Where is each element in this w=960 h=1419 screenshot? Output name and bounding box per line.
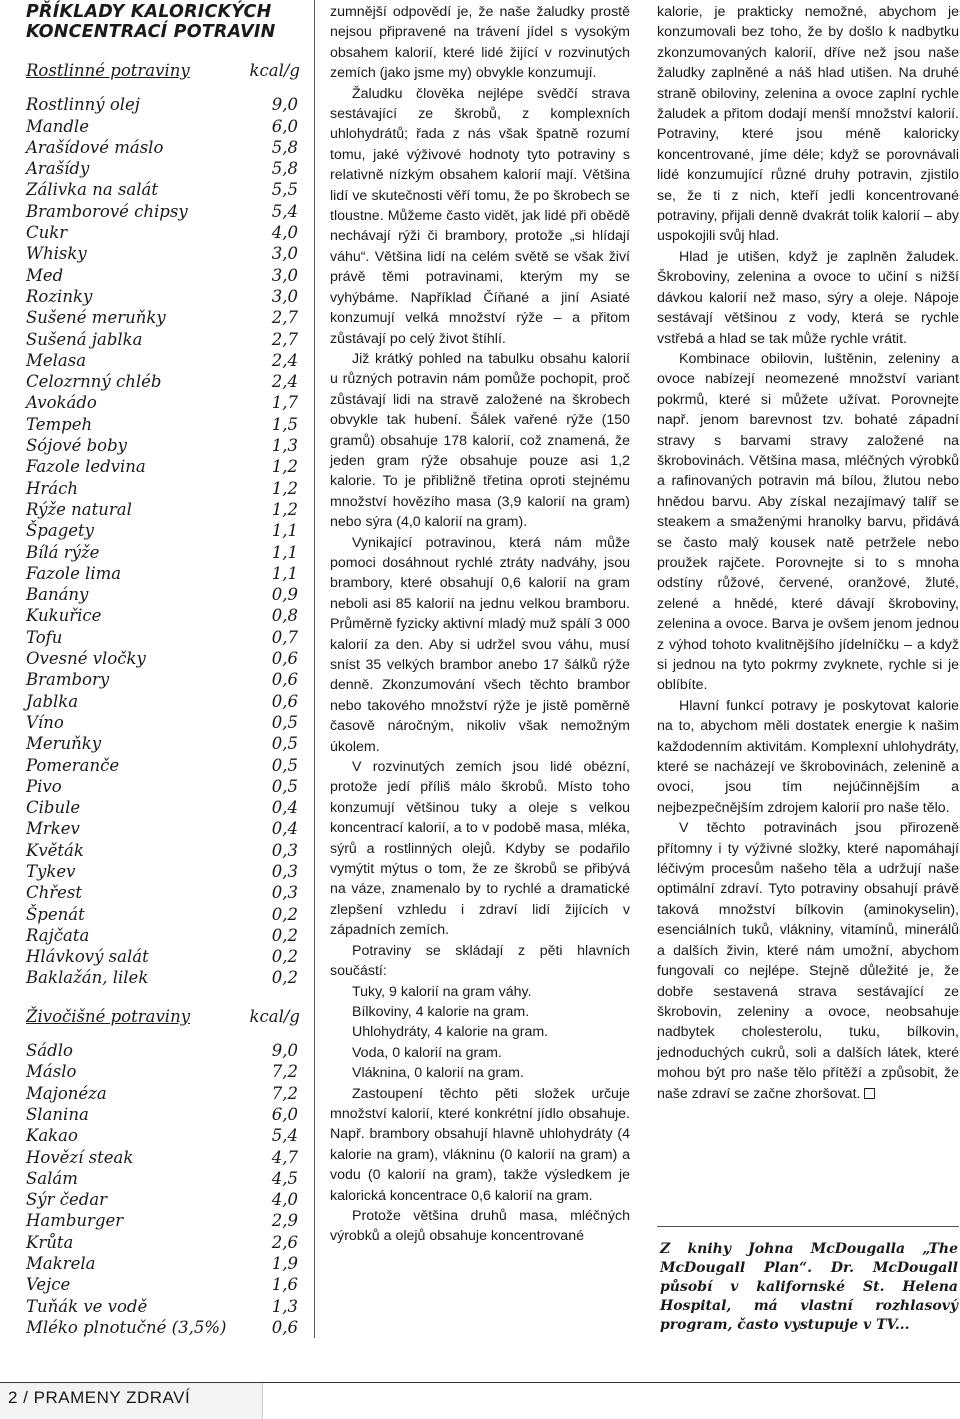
kcal-value: 1,2 <box>271 499 298 519</box>
food-name: Bramborové chipsy <box>26 201 188 221</box>
table-row <box>26 1061 300 1082</box>
paragraph-text: Potraviny se skládají z pěti hlavních součástí: <box>330 942 630 980</box>
food-name: Makrela <box>26 1254 96 1274</box>
table-row <box>26 456 300 477</box>
table-row <box>26 861 300 882</box>
table-row <box>26 265 300 286</box>
credit-divider <box>657 1226 959 1227</box>
kcal-value: 1,5 <box>271 414 298 434</box>
kcal-value: 0,8 <box>271 606 298 626</box>
plant-rows <box>26 94 300 988</box>
page-footer: 2 / PRAMENY ZDRAVÍ <box>8 1388 191 1407</box>
kcal-value: 4,7 <box>271 1147 298 1167</box>
kcal-value: 9,0 <box>271 95 298 115</box>
table-row <box>26 350 300 371</box>
kcal-value: 4,0 <box>271 1190 298 1210</box>
food-name: Hlávkový salát <box>26 947 149 967</box>
food-name: Kukuřice <box>26 606 102 626</box>
food-name: Vejce <box>26 1275 71 1295</box>
paragraph <box>330 2 630 84</box>
kcal-value: 7,2 <box>271 1083 298 1103</box>
food-name: Tuňák ve vodě <box>26 1296 148 1316</box>
food-name: Květák <box>26 840 84 860</box>
animal-heading: Živočišné potraviny <box>26 1006 191 1026</box>
food-name: Banány <box>26 585 89 605</box>
table-title-line-2: KONCENTRACÍ POTRAVIN <box>26 22 276 42</box>
table-row <box>26 371 300 392</box>
food-name: Tykev <box>26 861 76 881</box>
kcal-value: 5,8 <box>271 137 298 157</box>
animal-section-header <box>26 1006 300 1027</box>
kcal-value: 1,3 <box>271 436 298 456</box>
kcal-value: 1,1 <box>271 542 298 562</box>
kcal-value: 2,6 <box>271 1232 298 1252</box>
table-row <box>26 563 300 584</box>
paragraph <box>330 533 630 757</box>
list-item <box>330 982 630 1002</box>
food-name: Fazole ledvina <box>26 457 146 477</box>
table-row <box>26 158 300 179</box>
table-row <box>26 222 300 243</box>
paragraph <box>657 247 959 349</box>
food-name: Cukr <box>26 223 68 243</box>
food-name: Slanina <box>26 1104 89 1124</box>
food-name: Med <box>26 265 64 285</box>
food-name: Fazole lima <box>26 563 122 583</box>
table-row <box>26 776 300 797</box>
table-row <box>26 307 300 328</box>
paragraph <box>657 696 959 818</box>
food-name: Hamburger <box>26 1211 124 1231</box>
table-row <box>26 392 300 413</box>
kcal-value: 0,4 <box>271 798 298 818</box>
food-name: Sušené meruňky <box>26 308 166 328</box>
kcal-value: 5,4 <box>271 1126 298 1146</box>
kcal-value: 1,2 <box>271 478 298 498</box>
kcal-value: 1,1 <box>271 563 298 583</box>
kcal-value: 1,7 <box>271 393 298 413</box>
kcal-value: 5,5 <box>271 180 298 200</box>
paragraph-text: Žaludku člověka nejlépe svědčí strava sestávající ze škrobů, z komplexních uhlohydrátů; řada z nás však špatně rozumí tomu, jaké výživové hodnoty tyto potraviny s relativně nízkým obsahem kalorií mají. Většina lidí ve skutečnosti věří tomu, že po škrobech se tloustne. Můžeme často vidět, jak lidé při obědě nechávají rýži či brambory, protože „si hlídají váhu“. Většina lidí na celém světě se však živí právě těmi potravinami, kterým my se vyhýbáme. Například Číňané a jiní Asiaté konzumují velká množství rýže – a přitom zůstávají po celý život štíhlí. <box>330 85 630 347</box>
food-name: Sušená jablka <box>26 329 143 349</box>
list-item <box>330 1022 630 1042</box>
kcal-value: 0,2 <box>271 904 298 924</box>
kcal-value: 0,2 <box>271 968 298 988</box>
food-name: Bílá rýže <box>26 542 100 562</box>
table-row <box>26 712 300 733</box>
author-credit: Z knihy Johna McDougalla „The McDougall Plan“. Dr. McDougall působí v kalifornské St. Helena Hospital, má vlastní rozhlasový program, často vystupuje v TV... <box>660 1241 958 1333</box>
kcal-value: 4,0 <box>271 223 298 243</box>
table-row <box>26 179 300 200</box>
kcal-value: 0,2 <box>271 925 298 945</box>
list-item <box>330 1043 630 1063</box>
food-name: Melasa <box>26 350 87 370</box>
table-row <box>26 946 300 967</box>
table-row <box>26 797 300 818</box>
calorie-table <box>26 2 300 1338</box>
table-row <box>26 286 300 307</box>
kcal-value: 7,2 <box>271 1062 298 1082</box>
food-name: Rostlinný olej <box>26 95 140 115</box>
plant-section-header <box>26 60 300 81</box>
food-name: Brambory <box>26 670 110 690</box>
paragraph-text: zumnější odpovědí je, že naše žaludky prostě nejsou připravené na trávení jídel s vysokým obsahem kalorií, které lidé žijící v rozvinutých zemích (jako jsme my) obvykle konzumují. <box>330 4 630 82</box>
food-name: Tofu <box>26 627 63 647</box>
paragraph <box>330 349 630 533</box>
table-row <box>26 1274 300 1295</box>
food-name: Zálivka na salát <box>26 180 159 200</box>
paragraph <box>657 818 959 1104</box>
kcal-value: 0,9 <box>271 585 298 605</box>
kcal-value: 0,5 <box>271 712 298 732</box>
kcal-value: 6,0 <box>271 116 298 136</box>
paragraph-text: Vynikající potravinou, která nám může pomoci dosáhnout rychlé ztráty nadváhy, jsou brambory, které obsahují 0,6 kalorií na gram neboli asi 85 kalorií na jednu velkou bramboru. Průměrně fyzicky aktivní mladý muž spálí 3 000 kalorií za den. Aby si udržel svou váhu, musí sníst 35 velkých brambor anebo 17 šálků rýže denně. Zkonzumování všech těchto brambor nebo takového množství rýže je jistě poměrně časově náročným, nikoliv však nemožným úkolem. <box>330 534 630 755</box>
kcal-value: 0,7 <box>271 627 298 647</box>
kcal-value: 0,5 <box>271 776 298 796</box>
table-row <box>26 1232 300 1253</box>
food-name: Špenát <box>26 904 85 924</box>
article-column-middle <box>330 2 630 1247</box>
table-row <box>26 1147 300 1168</box>
food-name: Sójové boby <box>26 436 127 456</box>
food-name: Whisky <box>26 244 87 264</box>
paragraph <box>330 1084 630 1206</box>
paragraph-text: Uhlohydráty, 4 kalorie na gram. <box>352 1024 549 1041</box>
kcal-value: 5,4 <box>271 201 298 221</box>
paragraph <box>330 941 630 982</box>
kcal-value: 1,3 <box>271 1296 298 1316</box>
table-row <box>26 1253 300 1274</box>
table-row <box>26 691 300 712</box>
kcal-value: 0,6 <box>271 1317 298 1337</box>
table-row <box>26 137 300 158</box>
table-row <box>26 116 300 137</box>
paragraph <box>330 84 630 349</box>
paragraph-text: Kombinace obilovin, luštěnin, zeleniny a ovoce nabízejí neomezené množství variant pokrmů, které si můžete užívat. Porovnejte např. jenom barevnost tzv. bohaté západní stravy s barvami stravy založené na škrobovinách. Většina masa, mléčných výrobků a rafinovaných potravin má bílou, žlutou nebo hnědou barvu. Aby získal nezajímavý talíř se steakem a smaženými hranolky barvu, přidává se často malý kousek natě petržele nebo proužek rajčete. Porovnejte si to s mnoha odstíny růžové, červené, oranžové, žluté, zelené a hnědé, které dávají škroboviny, zelenina a ovoce. Barva je ovšem jenom jednou z výhod tohoto kvalitnějšího jídelníčku – a když si jednou na tyto pokrmy zvyknete, rychle si je oblíbíte. <box>657 350 959 694</box>
table-row <box>26 1168 300 1189</box>
kcal-value: 0,3 <box>271 861 298 881</box>
paragraph <box>330 757 630 941</box>
table-row <box>26 648 300 669</box>
kcal-value: 3,0 <box>271 244 298 264</box>
kcal-value: 1,9 <box>271 1254 298 1274</box>
kcal-value: 0,6 <box>271 649 298 669</box>
table-row <box>26 1189 300 1210</box>
list-item <box>330 1002 630 1022</box>
food-name: Mandle <box>26 116 89 136</box>
table-row <box>26 627 300 648</box>
table-row <box>26 1125 300 1146</box>
kcal-value: 3,0 <box>271 286 298 306</box>
table-row <box>26 882 300 903</box>
table-row <box>26 1040 300 1061</box>
food-name: Avokádo <box>26 393 97 413</box>
paragraph-text: Voda, 0 kalorií na gram. <box>352 1044 502 1061</box>
paragraph-text: kalorie, je prakticky nemožné, abychom je konzumovali bez toho, že by došlo k nadbytku zkonzumovaných kalorií, dříve než jsou naše žaludky zaplněné a náš hlad utišen. Na druhé straně obiloviny, zelenina a ovoce zaplní rychle žaludek a přitom dodají menší množství kalorií. Potraviny, které jsou méně kaloricky koncentrované, jíme déle; když se porovnávali lidé konzumující různé druhy potravin, zjistilo se, že ti z nich, kteří jedli koncentrované potraviny, přijali denně dvakrát tolik kalorií – aby uspokojili svůj hlad. <box>657 4 959 245</box>
unit-label: kcal/g <box>249 1006 300 1026</box>
food-name: Pivo <box>26 776 62 796</box>
plant-heading: Rostlinné potraviny <box>26 61 190 80</box>
kcal-value: 5,8 <box>271 159 298 179</box>
paragraph-text: V těchto potravinách jsou přirozeně přítomny i ty výživné složky, které napomáhají léčivým procesům našeho těla a udržují naše optimální zdraví. Tyto potraviny obsahují právě taková množství bílkovin (aminokyselin), esenciálních tuků, vlákniny, vitamínů, minerálů a dalších živin, které nám umožní, abychom fungovali co nejlépe. Stejně důležité je, že dobře sestavená strava sestávající ze škrobovin, zeleniny a ovoce, neobsahuje nadbytek cholesterolu, tuku, bílkovin, jednoduchých cukrů, soli a dalších látek, které mohou být pro naše tělo přítěží a způsobit, že naše zdraví se začne zhoršovat. <box>657 820 959 1102</box>
paragraph-text: Vláknina, 0 kalorií na gram. <box>352 1065 524 1082</box>
table-title-line-1: PŘÍKLADY KALORICKÝCH <box>26 2 272 22</box>
table-row <box>26 1210 300 1231</box>
table-row <box>26 733 300 754</box>
kcal-value: 2,4 <box>271 372 298 392</box>
table-row <box>26 329 300 350</box>
food-name: Sádlo <box>26 1041 73 1061</box>
footer-rule <box>0 1382 960 1383</box>
paragraph-text: Hlad je utišen, když je zaplněn žaludek. Škroboviny, zelenina a ovoce to učiní s nižší dávkou kalorií než maso, sýry a oleje. Nápoje sestávají většinou z vody, která se rychle vstřebá a hlad se tak může rychle vrátit. <box>657 248 959 347</box>
paragraph-text: Již krátký pohled na tabulku obsahu kalorií u různých potravin nám pomůže pochopit, proč zůstávají lidi na stravě založené na škrobech obvykle tak hubení. Šálek vařené rýže (150 gramů) obsahuje 178 kalorií, což znamená, že jeden gram rýže obsahuje pouze asi 1,2 kalorie. To je přibližně třetina oproti stejnému množství hovězího masa (3,9 kalorií na gram) nebo sýra (4,0 kalorií na gram). <box>330 350 630 531</box>
food-name: Hovězí steak <box>26 1147 134 1167</box>
food-name: Majonéza <box>26 1083 107 1103</box>
food-name: Arašídy <box>26 159 90 179</box>
table-row <box>26 478 300 499</box>
food-name: Kakao <box>26 1126 78 1146</box>
table-row <box>26 755 300 776</box>
food-name: Mrkev <box>26 819 80 839</box>
table-row <box>26 904 300 925</box>
food-name: Chřest <box>26 883 83 903</box>
food-name: Tempeh <box>26 414 93 434</box>
kcal-value: 3,0 <box>271 265 298 285</box>
food-name: Špagety <box>26 521 94 541</box>
kcal-value: 0,4 <box>271 819 298 839</box>
kcal-value: 2,7 <box>271 329 298 349</box>
table-row <box>26 1296 300 1317</box>
food-name: Celozrnný chléb <box>26 372 162 392</box>
kcal-value: 1,1 <box>271 521 298 541</box>
food-name: Cibule <box>26 798 81 818</box>
kcal-value: 6,0 <box>271 1104 298 1124</box>
kcal-value: 0,5 <box>271 734 298 754</box>
table-row <box>26 520 300 541</box>
table-row <box>26 1104 300 1125</box>
kcal-value: 1,6 <box>271 1275 298 1295</box>
paragraph-text: Protože většina druhů masa, mléčných výrobků a olejů obsahuje koncentrované <box>330 1207 630 1245</box>
square-outline-icon <box>864 1088 875 1099</box>
food-name: Pomeranče <box>26 755 120 775</box>
food-name: Sýr čedar <box>26 1190 108 1210</box>
table-row <box>26 669 300 690</box>
food-name: Baklažán, lilek <box>26 968 149 988</box>
table-row <box>26 818 300 839</box>
kcal-value: 2,7 <box>271 308 298 328</box>
kcal-value: 4,5 <box>271 1168 298 1188</box>
table-title <box>26 2 300 42</box>
kcal-value: 9,0 <box>271 1041 298 1061</box>
kcal-value: 2,4 <box>271 350 298 370</box>
food-name: Krůta <box>26 1232 74 1252</box>
table-row <box>26 605 300 626</box>
food-name: Arašídové máslo <box>26 137 164 157</box>
table-row <box>26 1083 300 1104</box>
table-row <box>26 542 300 563</box>
paragraph-text: V rozvinutých zemích jsou lidé obézní, protože jedí příliš málo škrobů. Místo toho konzumují většinou tuky a oleje s velkou koncentrací kalorií, a to v podobě masa, mléka, sýrů a rostlinných olejů. Kdyby se podařilo vymýtit mýtus o tom, že ze škrobů se přibývá na váze, znamenalo by to rychlé a dramatické zlepšení vzhledu i zdraví lidí žijících v západních zemích. <box>330 759 630 939</box>
kcal-value: 0,3 <box>271 883 298 903</box>
animal-rows <box>26 1040 300 1338</box>
food-name: Hrách <box>26 478 78 498</box>
paragraph <box>330 1206 630 1247</box>
food-name: Salám <box>26 1168 78 1188</box>
table-row <box>26 1317 300 1338</box>
article-column-right <box>657 2 959 1104</box>
food-name: Víno <box>26 712 64 732</box>
table-row <box>26 584 300 605</box>
table-row <box>26 435 300 456</box>
table-row <box>26 925 300 946</box>
food-name: Máslo <box>26 1062 77 1082</box>
table-row <box>26 499 300 520</box>
kcal-value: 2,9 <box>271 1211 298 1231</box>
paragraph-text: Tuky, 9 kalorií na gram váhy. <box>352 983 532 1000</box>
food-name: Mléko plnotučné (3,5%) <box>26 1317 227 1337</box>
paragraph-text: Bílkoviny, 4 kalorie na gram. <box>352 1003 530 1020</box>
paragraph <box>657 2 959 247</box>
kcal-value: 0,3 <box>271 840 298 860</box>
food-name: Jablka <box>26 691 79 711</box>
kcal-value: 0,2 <box>271 947 298 967</box>
food-name: Ovesné vločky <box>26 649 146 669</box>
list-item <box>330 1063 630 1083</box>
paragraph-text: Hlavní funkcí potravy je poskytovat kalorie na to, abychom měli dostatek energie k našim každodenním aktivitám. Komplexní uhlohydráty, které se nacházejí ve škrobovinách, zelenině a ovoci, jsou tím nejúčinnějším a nejbezpečnějším zdrojem kalorií pro naše tělo. <box>657 697 959 816</box>
food-name: Rozinky <box>26 286 93 306</box>
table-row <box>26 840 300 861</box>
animal-section <box>26 1006 300 1338</box>
unit-label: kcal/g <box>249 61 300 80</box>
kcal-value: 0,6 <box>271 691 298 711</box>
table-row <box>26 414 300 435</box>
table-row <box>26 967 300 988</box>
kcal-value: 0,5 <box>271 755 298 775</box>
table-row <box>26 94 300 115</box>
food-name: Meruňky <box>26 734 102 754</box>
food-name: Rýže natural <box>26 499 132 519</box>
paragraph <box>657 349 959 696</box>
table-row <box>26 201 300 222</box>
table-row <box>26 243 300 264</box>
food-name: Rajčata <box>26 925 90 945</box>
column-divider <box>314 0 315 1338</box>
paragraph-text: Zastoupení těchto pěti složek určuje množství kalorií, které konkrétní jídlo obsahuje. Např. brambory obsahují hlavně uhlohydráty (4 kalorie na gram), vlákninu (0 kalorií na gram) a vodu (0 kalorií na gram), takže výsledkem je kalorická koncentrace 0,6 kalorií na gram. <box>330 1085 630 1204</box>
kcal-value: 0,6 <box>271 670 298 690</box>
kcal-value: 1,2 <box>271 457 298 477</box>
